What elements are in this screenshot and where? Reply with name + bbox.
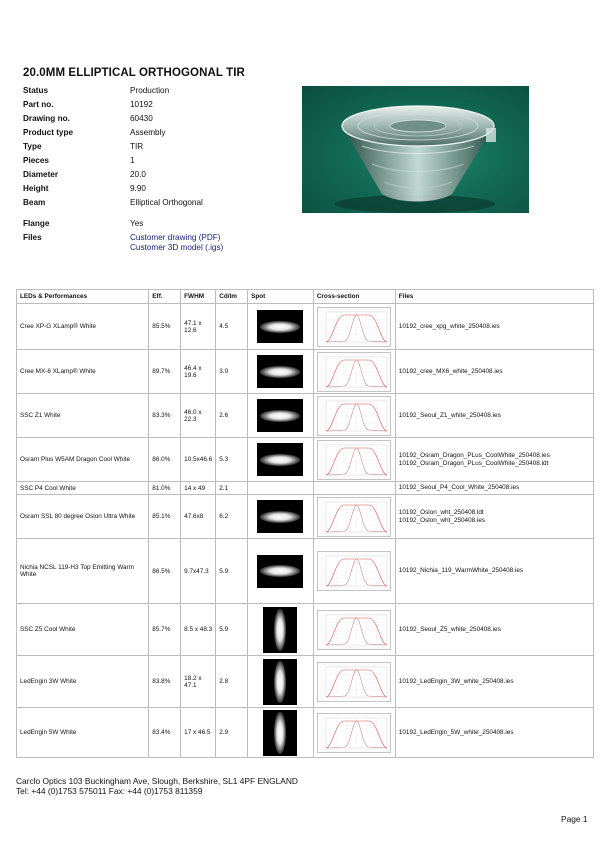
cd-per-lm: 2.1 bbox=[216, 482, 248, 495]
fwhm: 8.5 x 48.3 bbox=[181, 604, 216, 656]
efficiency: 85.1% bbox=[149, 495, 181, 539]
spot-image bbox=[257, 500, 303, 533]
spot-cell bbox=[248, 495, 314, 539]
column-header: Eff. bbox=[149, 290, 181, 304]
cross-section-cell bbox=[313, 304, 395, 350]
fwhm: 14 x 49 bbox=[181, 482, 216, 495]
performance-table bbox=[16, 289, 594, 758]
spot-image bbox=[257, 443, 303, 476]
table-row bbox=[17, 495, 594, 539]
spec-key: Status bbox=[23, 86, 49, 95]
spot-cell bbox=[248, 438, 314, 482]
footer bbox=[16, 776, 298, 796]
led-name: Cree MX-6 XLamp® White bbox=[17, 350, 149, 394]
spot-cell bbox=[248, 350, 314, 394]
cross-section-chart bbox=[317, 352, 391, 392]
spec-value: 60430 bbox=[130, 114, 153, 123]
cross-section-chart bbox=[317, 396, 391, 436]
spec-key: Height bbox=[23, 184, 49, 193]
spot-cell bbox=[248, 482, 314, 495]
cross-section-cell bbox=[313, 539, 395, 604]
spec-value: Yes bbox=[130, 219, 144, 228]
efficiency: 86.0% bbox=[149, 438, 181, 482]
fwhm: 18.2 x 47.1 bbox=[181, 656, 216, 708]
cross-section-cell bbox=[313, 495, 395, 539]
spec-key: Pieces bbox=[23, 156, 49, 165]
cd-per-lm: 4.5 bbox=[216, 304, 248, 350]
spot-cell bbox=[248, 304, 314, 350]
led-name: Osram SSL 80 degree Oslon Ultra White bbox=[17, 495, 149, 539]
footer-address: Carclo Optics 103 Buckingham Ave, Slough, Berkshire, SL1 4PF ENGLAND bbox=[16, 776, 298, 786]
cross-section-cell bbox=[313, 708, 395, 758]
column-header: Files bbox=[395, 290, 593, 304]
efficiency: 85.5% bbox=[149, 304, 181, 350]
file-name[interactable]: 10192_Osram_Dragon_PLus_CoolWhite_250408.ies bbox=[398, 452, 550, 459]
cd-per-lm: 3.0 bbox=[216, 350, 248, 394]
file-name[interactable]: 10192_LedEngin_3W_white_250408.ies bbox=[398, 677, 514, 685]
fwhm: 9.7x47.3 bbox=[181, 539, 216, 604]
led-name: Nichia NCSL 119-H3 Top Emitting Warm White bbox=[17, 539, 149, 604]
led-name: SSC Z5 Cool White bbox=[17, 604, 149, 656]
cross-section-chart bbox=[317, 610, 391, 650]
files-cell bbox=[395, 708, 593, 758]
file-name[interactable]: 10192_Nichia_119_WarmWhite_250408.ies bbox=[398, 567, 524, 575]
led-name: Cree XP-G XLamp® White bbox=[17, 304, 149, 350]
led-name: LedEngin 5W White bbox=[17, 708, 149, 758]
product-photo bbox=[302, 86, 529, 213]
files-cell bbox=[395, 482, 593, 495]
cd-per-lm: 2.8 bbox=[216, 656, 248, 708]
cross-section-chart bbox=[317, 440, 391, 480]
table-row bbox=[17, 656, 594, 708]
spot-image bbox=[263, 710, 297, 756]
spec-value: TIR bbox=[130, 142, 144, 151]
file-name[interactable]: 10192_LedEngin_5W_white_250408.ies bbox=[398, 728, 514, 736]
spot-cell bbox=[248, 394, 314, 438]
spec-key: Beam bbox=[23, 198, 46, 207]
cross-section-cell bbox=[313, 482, 395, 495]
table-row bbox=[17, 304, 594, 350]
files-cell bbox=[395, 495, 593, 539]
spot-image bbox=[263, 659, 297, 705]
file-name[interactable]: 10192_Seoul_Z5_white_250408.ies bbox=[398, 625, 501, 633]
fwhm: 47.1 x 12.6 bbox=[181, 304, 216, 350]
led-name: SSC Z1 White bbox=[17, 394, 149, 438]
spec-value: 1 bbox=[130, 156, 135, 165]
spec-key: Type bbox=[23, 142, 42, 151]
files-cell bbox=[395, 304, 593, 350]
cross-section-cell bbox=[313, 350, 395, 394]
table-header-row bbox=[17, 290, 594, 304]
file-name[interactable]: 10192_Osram_Dragon_PLus_CoolWhite_250408.ldt bbox=[398, 459, 549, 467]
table-row bbox=[17, 604, 594, 656]
files-cell bbox=[395, 604, 593, 656]
column-header: Cross-section bbox=[313, 290, 395, 304]
cd-per-lm: 5.9 bbox=[216, 539, 248, 604]
led-name: LedEngin 3W White bbox=[17, 656, 149, 708]
footer-contact: Tel: +44 (0)1753 575011 Fax: +44 (0)1753 811359 bbox=[16, 786, 203, 796]
file-link[interactable]: Customer drawing (PDF) bbox=[130, 233, 221, 242]
table-row bbox=[17, 350, 594, 394]
table-row bbox=[17, 394, 594, 438]
cross-section-cell bbox=[313, 604, 395, 656]
efficiency: 89.7% bbox=[149, 350, 181, 394]
cd-per-lm: 5.9 bbox=[216, 604, 248, 656]
table-row bbox=[17, 438, 594, 482]
column-header: LEDs & Performances bbox=[17, 290, 149, 304]
table-body bbox=[17, 304, 594, 758]
spec-value: Elliptical Orthogonal bbox=[130, 198, 203, 207]
cross-section-chart bbox=[317, 307, 391, 347]
efficiency: 85.7% bbox=[149, 604, 181, 656]
spot-cell bbox=[248, 656, 314, 708]
efficiency: 86.5% bbox=[149, 539, 181, 604]
file-name[interactable]: 10192_Seoul_P4_Cool_White_250408.ies bbox=[398, 484, 520, 492]
cross-section-cell bbox=[313, 656, 395, 708]
spec-key: Flange bbox=[23, 219, 50, 228]
spec-key: Part no. bbox=[23, 100, 54, 109]
cross-section-cell bbox=[313, 438, 395, 482]
efficiency: 83.3% bbox=[149, 394, 181, 438]
files-cell bbox=[395, 350, 593, 394]
cross-section-cell bbox=[313, 394, 395, 438]
spot-image bbox=[257, 555, 303, 588]
table-row bbox=[17, 539, 594, 604]
table-row bbox=[17, 482, 594, 495]
fwhm: 47.6x8 bbox=[181, 495, 216, 539]
column-header: Spot bbox=[248, 290, 314, 304]
file-link[interactable]: Customer 3D model (.igs) bbox=[130, 242, 224, 252]
spec-value: 10192 bbox=[130, 100, 153, 109]
cross-section-chart bbox=[317, 713, 391, 753]
spec-key: Drawing no. bbox=[23, 114, 70, 123]
file-name[interactable]: 10192_Oslon_wht_250408.ies bbox=[398, 516, 486, 524]
page-number: Page 1 bbox=[561, 814, 588, 824]
efficiency: 83.8% bbox=[149, 656, 181, 708]
column-header: FWHM bbox=[181, 290, 216, 304]
spot-cell bbox=[248, 539, 314, 604]
fwhm: 46.0 x 22.3 bbox=[181, 394, 216, 438]
file-name[interactable]: 10192_cree_MX6_white_250408.ies bbox=[398, 367, 503, 375]
fwhm: 17 x 46.5 bbox=[181, 708, 216, 758]
spot-cell bbox=[248, 708, 314, 758]
spec-key: Product type bbox=[23, 128, 74, 137]
fwhm: 10.5x46.6 bbox=[181, 438, 216, 482]
spec-key: Diameter bbox=[23, 170, 59, 179]
spec-value: Assembly bbox=[130, 128, 166, 137]
led-name: Osram Plus W5AM Dragon Cool White bbox=[17, 438, 149, 482]
page-title: 20.0MM ELLIPTICAL ORTHOGONAL TIR bbox=[23, 67, 245, 79]
file-name[interactable]: 10192_Seoul_Z1_white_250408.ies bbox=[398, 411, 501, 419]
spot-image bbox=[257, 399, 303, 432]
spot-image bbox=[263, 607, 297, 653]
cd-per-lm: 2.6 bbox=[216, 394, 248, 438]
spot-image bbox=[257, 355, 303, 388]
spec-value: 9.90 bbox=[130, 184, 146, 193]
file-name[interactable]: 10192_cree_xpg_white_250408.ies bbox=[398, 322, 500, 330]
cross-section-chart bbox=[317, 662, 391, 702]
spec-value: 20.0 bbox=[130, 170, 146, 179]
file-name[interactable]: 10192_Oslon_wht_250408.ldt bbox=[398, 509, 484, 516]
file-links bbox=[130, 233, 250, 252]
efficiency: 83.4% bbox=[149, 708, 181, 758]
table-row bbox=[17, 708, 594, 758]
fwhm: 46.4 x 19.6 bbox=[181, 350, 216, 394]
spec-value: Production bbox=[130, 86, 170, 95]
cross-section-chart bbox=[317, 551, 391, 591]
cross-section-chart bbox=[317, 497, 391, 537]
spot-image bbox=[257, 310, 303, 343]
files-cell bbox=[395, 438, 593, 482]
cd-per-lm: 2.9 bbox=[216, 708, 248, 758]
led-name: SSC P4 Cool White bbox=[17, 482, 149, 495]
cd-per-lm: 6.2 bbox=[216, 495, 248, 539]
spot-cell bbox=[248, 604, 314, 656]
files-cell bbox=[395, 539, 593, 604]
files-cell bbox=[395, 656, 593, 708]
column-header: Cd/lm bbox=[216, 290, 248, 304]
efficiency: 81.0% bbox=[149, 482, 181, 495]
spec-key: Files bbox=[23, 233, 42, 242]
cd-per-lm: 5.3 bbox=[216, 438, 248, 482]
files-cell bbox=[395, 394, 593, 438]
lens-illustration bbox=[302, 86, 529, 213]
